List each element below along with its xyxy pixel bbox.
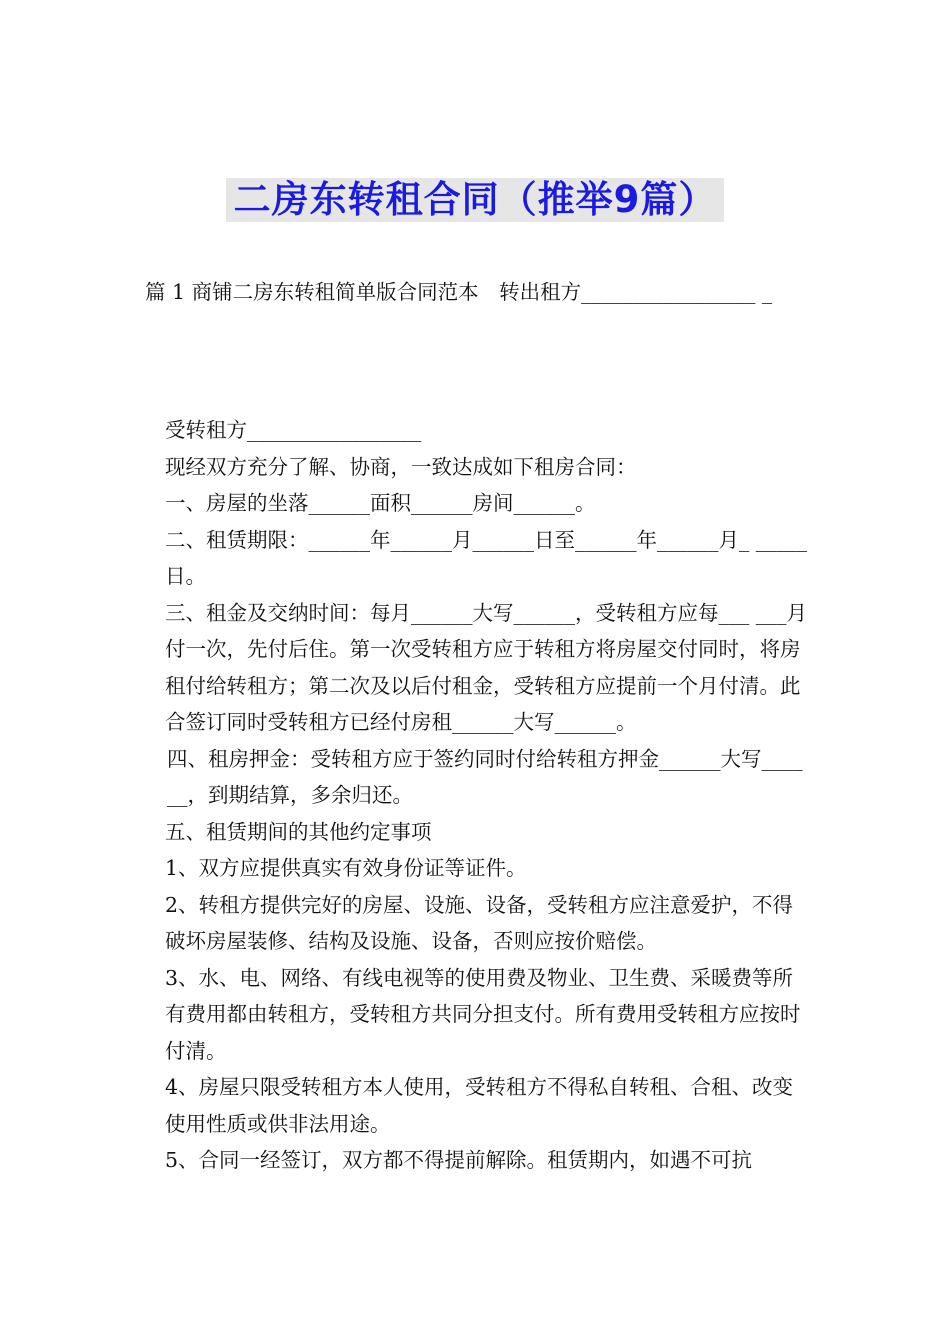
clause-2-term: 二、租赁期限：______年______月______日至______年______月_ _____日。 bbox=[165, 527, 808, 588]
clause-3-rent: 三、租金及交纳时间：每月______大写______，受转租方应每___ ___月付一次，先付后住。第一次受转租方应于转租方将房屋交付同时，将房租付给转租方；第二次及以后付租金，受转租方应提前一个月付清。此合签订同时受转租方已经付房租______大写______。 bbox=[165, 600, 808, 734]
document-title-container bbox=[0, 178, 950, 222]
item-3: 3、水、电、网络、有线电视等的使用费及物业、卫生费、采暖费等所有费用都由转租方，受转租方共同分担支付。所有费用受转租方应按时付清。 bbox=[165, 965, 801, 1063]
item-5: 5、合同一经签订，双方都不得提前解除。租赁期内，如遇不可抗 bbox=[165, 1148, 753, 1172]
document-title: 二房东转租合同（推举9篇） bbox=[226, 178, 725, 222]
item-1: 1、双方应提供真实有效身份证等证件。 bbox=[165, 856, 527, 880]
contract-body bbox=[145, 412, 810, 1179]
paragraph-intro: 现经双方充分了解、协商，一致达成如下租房合同： bbox=[165, 454, 637, 479]
item-4: 4、房屋只限受转租方本人使用，受转租方不得私自转租、合租、改变使用性质或供非法用途。 bbox=[165, 1075, 794, 1136]
item-2: 2、转租方提供完好的房屋、设施、设备，受转租方应注意爱护，不得破坏房屋装修、结构及设施、设备，否则应按价赔偿。 bbox=[165, 892, 794, 953]
section-heading: 篇 1 商铺二房东转租简单版合同范本 转出租方_________________ _ bbox=[145, 280, 773, 304]
clause-1-location: 一、房屋的坐落______面积______房间______。 bbox=[165, 491, 596, 515]
clause-5-heading: 五、租赁期间的其他约定事项 bbox=[165, 819, 432, 844]
paragraph-transferee: 受转租方_________________ bbox=[165, 418, 422, 442]
clause-4-deposit: 四、租房押金：受转租方应于签约同时付给转租方押金______大写______，到期结算，多余归还。 bbox=[167, 746, 803, 807]
